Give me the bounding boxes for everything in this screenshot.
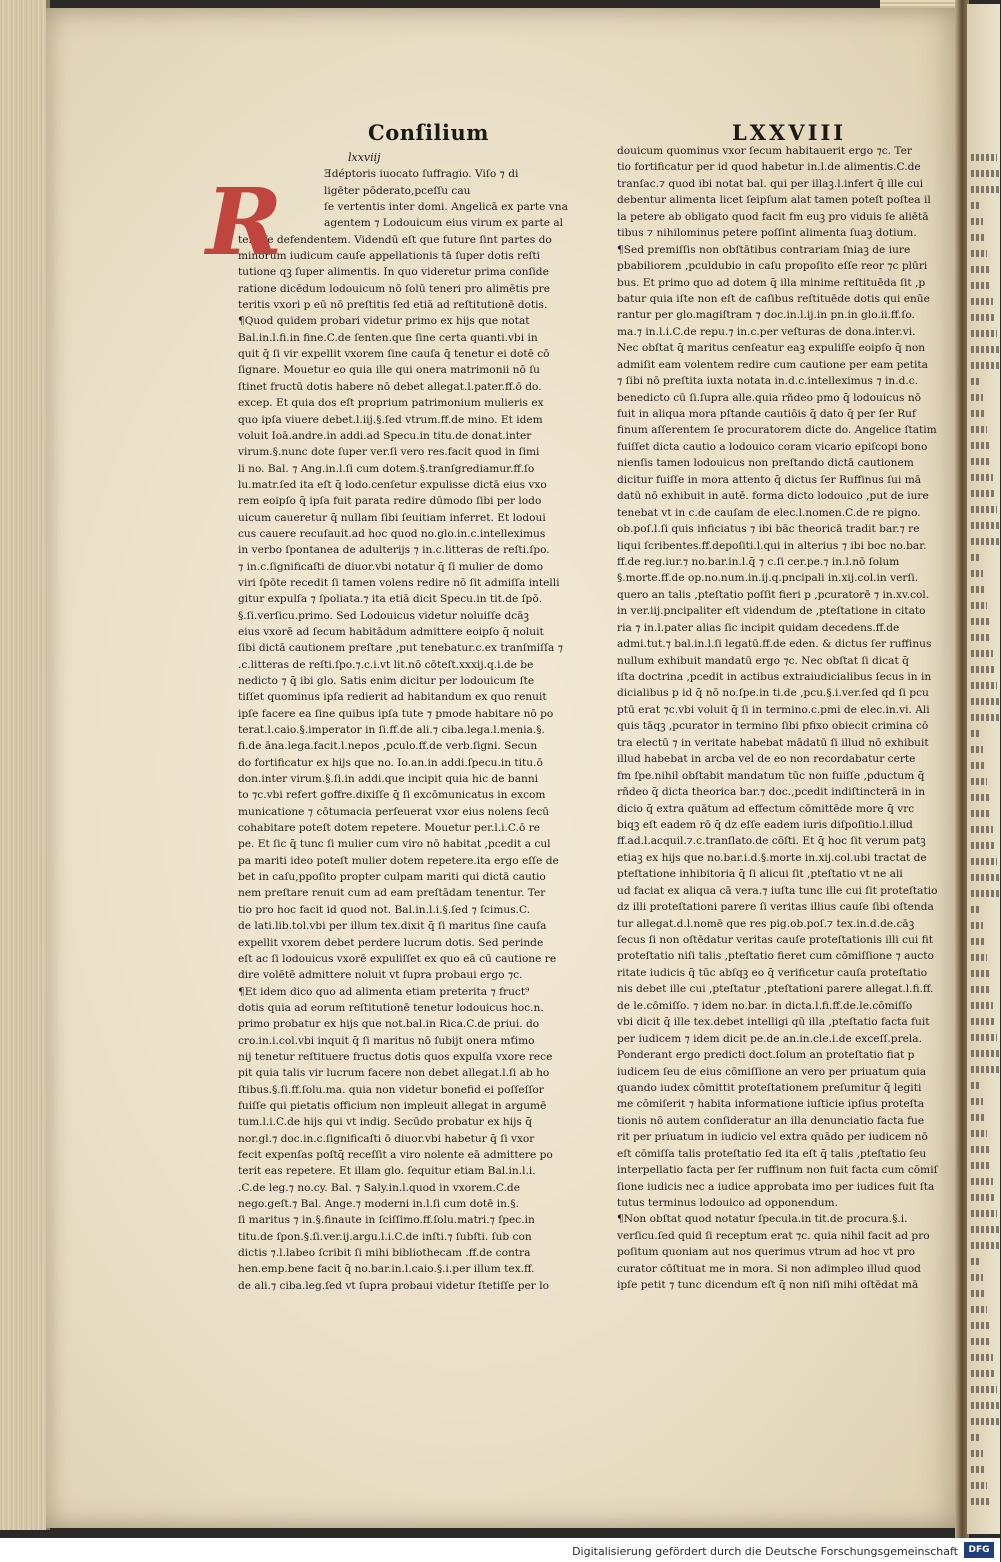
facing-page-text-fragment <box>971 1306 987 1313</box>
right-column-lines <box>617 143 938 1294</box>
facing-page-text-fragment <box>971 202 981 209</box>
text-line: voluit Ioā.andre.in addi.ad Specu.in titu.de donat.inter <box>238 429 532 442</box>
text-line: cohabitare poteſt dotem repetere. Mouetur per.l.i.C.ō re <box>238 822 541 835</box>
facing-page-text-fragment <box>971 778 987 785</box>
text-line: illud habebat in arcba vel de eo non recordabatur certe <box>617 753 916 766</box>
text-line: curator cōſtituat me in mora. Si non adimpleo illud quod <box>617 1262 921 1275</box>
text-line: titu.de ſpon.§.ſi.ver.ij.argu.l.i.C.de inſti.⁊ ſubſti. ſub con <box>238 1230 532 1243</box>
facing-page-text-fragment <box>971 922 983 929</box>
text-line: Bal.in.l.fi.in fine.C.de ſenten.que ſine certa quanti.vbi in <box>238 331 538 344</box>
facing-page-text-fragment <box>971 1418 1001 1425</box>
text-line: dz illi proteſtationi parere ſi veritas illius cauſe ſibi oſtenda <box>617 901 934 914</box>
facing-page-text-fragment <box>971 330 997 337</box>
book-edge-left <box>0 0 48 1530</box>
facing-page-text-fragment <box>971 426 987 433</box>
facing-page-text-fragment <box>971 474 993 481</box>
text-line: li no. Bal. ⁊ Ang.in.l.ſi cum dotem.§.tranſgrediamur.ff.ſo <box>238 462 535 475</box>
text-line: ff.de reg.iur.⁊ no.bar.in.l.q̄ ⁊ c.ſi cer.pe.⁊ in.l.nō ſolum <box>617 555 900 568</box>
text-line: in verbo ſpontanea de adulterijs ⁊ in.c.litteras de reſti.ſpo. <box>238 544 550 557</box>
text-line: uicum caueretur q̄ nullam ſibi ſeuitiam inferret. Et lodoui <box>238 511 546 524</box>
text-line: ff.ad.l.acquil.⁊.c.tranſlato.de cōſti. Et q̄ hoc ſit verum patꝫ <box>617 835 926 848</box>
text-line: debentur alimenta licet ſeipſum alat tamen poteſt poſtea il <box>617 194 931 207</box>
facing-page-text-fragment <box>971 570 983 577</box>
drop-cap-r-initial <box>202 168 283 277</box>
facing-page-text-fragment <box>971 1354 993 1361</box>
text-line: quo ipſa viuere debet.l.iij.§.ſed vtrum.ff.de mino. Et idem <box>238 413 543 426</box>
text-line: agentem ⁊ Lodouicum eius virum ex parte al <box>324 217 564 230</box>
facing-page-text-fragment <box>971 410 985 417</box>
facing-page-text-fragment <box>971 1066 1001 1073</box>
text-line: minorum iudicum cauſe appellationis tā ſuper dotis reſti <box>238 250 541 263</box>
text-line: tio fortificatur per id quod habetur in.l.de alimentis.C.de <box>617 161 921 174</box>
text-line: virum.§.nunc dote ſuper ver.ſi vero res.facit quod in ſimi <box>238 446 540 459</box>
facing-page-text-fragment <box>971 346 999 353</box>
facing-page-text-fragment <box>971 1434 981 1441</box>
facing-page-text-fragment <box>971 986 991 993</box>
facing-page-text-fragment <box>971 842 995 849</box>
facing-page-text-fragment <box>971 554 981 561</box>
text-line: nedicto ⁊ q̄ ibi glo. Satis enim dicitur per lodouicum ſte <box>238 675 535 687</box>
text-line: la petere ab obligato quod facit fm euꝫ pro viduis ſe aliētā <box>617 210 929 223</box>
text-line: ligēter pōderato,pceſſu cau <box>324 184 471 197</box>
text-line: ſtinet fructū dotis habere nō debet allegat.l.pater.ff.ō do. <box>238 380 542 393</box>
text-line: me cōmiſerit ⁊ habita informatione iuſticie ipſius proteſta <box>617 1098 925 1111</box>
text-line: dotis quia ad eorum reſtitutionē tenetur lodouicus hoc.n. <box>238 1001 544 1014</box>
facing-page-text-fragment <box>971 634 991 641</box>
text-line: ſecus ſi non oſtēdatur veritas cauſe proteſtationis illi cui fit <box>617 934 934 946</box>
facing-page-text-fragment <box>971 1050 999 1057</box>
text-line: dicitur fuiſſe in mora attento q̄ dictus ſer Ruffinus ſui mā <box>617 473 922 486</box>
text-line: Ponderant ergo predicti doct.ſolum an proteſtatio fiat p <box>617 1049 915 1062</box>
text-line: nor.gl.⁊ doc.in.c.ſignificaſti ō diuor.vbi habetur q̄ ſi vxor <box>238 1132 535 1145</box>
facing-page-text-fragment <box>971 442 989 449</box>
text-line: liqui ſcribentes.ff.depoſiti.l.qui in alterius ⁊ ibi boc no.bar. <box>617 539 927 552</box>
text-line: ſibi dictā cautionem preſtare ,put tenebatur.c.ex tranſmiſſa ⁊ <box>238 642 563 655</box>
text-line: tibus ⁊ nihilominus petere poſſint alimenta ſuaꝫ dotium. <box>617 227 917 240</box>
text-line: de le.cōmiſſo. ⁊ idem no.bar. in dicta.l.fi.ff.de.le.cōmiſſo <box>617 999 913 1012</box>
text-line: in ver.iij.pncipaliter eſt videndum de ,pteſtatione in citato <box>617 605 926 618</box>
text-line: expellit vxorem debet perdere lucrum dotis. Sed perinde <box>238 936 544 949</box>
facing-page-text-fragment <box>971 1290 985 1297</box>
text-line: interpellatio facta per ſer ruffinum non fuit facta cum cōmiſ <box>617 1164 938 1177</box>
facing-page-text-fragment <box>971 282 991 289</box>
text-line: ob.poſ.l.ſi quis inficiatus ⁊ ibi bāc theoricā tradit bar.⁊ re <box>617 523 920 536</box>
facing-page-text-fragment <box>971 1274 983 1281</box>
facing-page-text-fragment <box>971 890 1001 897</box>
text-line: tur allegat.d.l.nomē que res pig.ob.poſ.⁊ tex.in.d.de.cāꝫ <box>617 917 915 930</box>
text-line: §.ſi.verſicu.primo. Sed Lodouicus videtur noluiſſe dcāꝫ <box>238 609 529 622</box>
text-line: ipſe petit ⁊ tunc dicendum eſt q̄ non niſi mihi oſtēdat mā <box>617 1279 919 1292</box>
facing-page-text-fragment <box>971 1082 981 1089</box>
text-line: batur quia iſte non eſt de caſibus reſtituēde dotis qui enūe <box>617 292 930 305</box>
facing-page-text-fragment <box>971 250 987 257</box>
facing-page-text-fragment <box>971 186 1001 193</box>
text-line: .C.de leg.⁊ no.cy. Bal. ⁊ Saly.in.l.quod in vxorem.C.de <box>238 1181 520 1194</box>
text-line: bus. Et primo quo ad dotem q̄ illa minime reſtituēda ſit ,p <box>617 276 926 289</box>
text-line: nis debet ille cui ,pteſtatur ,pteſtationi parere allegat.l.fi.ff. <box>617 983 934 996</box>
text-line: §.morte.ff.de op.no.num.in.ij.q.pncipali in.xij.col.in verſi. <box>617 572 919 585</box>
text-line: pit quia talis vir lucrum facere non debet allegat.l.ſi ab ho <box>238 1067 550 1080</box>
text-line: ſi maritus ⁊ in.§.finaute in ſciſſimo.ff.ſolu.matri.⁊ ſpec.in <box>238 1214 535 1227</box>
text-line: datū nō exhibuit in autē. forma dicto lodouico ,put de iure <box>617 490 929 503</box>
text-line: poſitum quoniam aut nos querimus vtrum ad hoc vt pro <box>617 1246 915 1259</box>
text-line: do fortificatur ex hijs que no. Io.an.in addi.ſpecu.in titu.ō <box>238 756 543 769</box>
facing-page-text-fragment <box>971 698 999 705</box>
facing-page-text-fragment <box>971 458 991 465</box>
facing-page-text-fragment <box>971 810 991 817</box>
text-line: finum aſſerentem ſe procuratorem dicte do. Angelice ſtatim <box>617 424 937 437</box>
facing-page-text-fragment <box>971 794 989 801</box>
text-line: per iudicem ⁊ idem dicit pe.de an.in.cle.i.de exceſſ.prela. <box>617 1032 922 1045</box>
text-line: ¶Non obſtat quod notatur ſpecula.in tit.de procura.§.i. <box>617 1213 908 1226</box>
text-line: quis tāqꝫ ,pcurator in termino ſibi pfixo obiecit crimina cō <box>617 720 929 733</box>
facing-page-text-fragment <box>971 746 983 753</box>
text-line: benedicto cū ſi.ſupra alle.quia rñdeo pmo q̄ lodouicus nō <box>617 391 922 404</box>
facing-page-text-fragment <box>971 682 997 689</box>
text-line: quero an talis ,pteſtatio poſſit fieri p ,pcuratorē ⁊ in.xv.col. <box>617 588 930 601</box>
text-line: tum.l.i.C.de hijs qui vt indig. Secūdo probatur ex hijs q̄ <box>238 1116 533 1129</box>
facing-page-text-fragment <box>971 906 981 913</box>
text-line: fuiſſe qui pietatis officium non impleuit allegat in argumē <box>238 1099 547 1112</box>
svg-text:R: R <box>206 168 283 277</box>
text-line: proteſtatio niſi talis ,pteſtatio fieret cum cōmiſſione ⁊ aucto <box>617 950 934 963</box>
text-line: pbabiliorem ,pculdubio in caſu propoſito eſſe reor ⁊c plūri <box>617 260 928 273</box>
facing-page-text-fragment <box>971 1178 993 1185</box>
running-head-left: Conſilium <box>368 120 489 145</box>
facing-page-text-fragment <box>971 1370 995 1377</box>
facing-page-text-fragment <box>971 1146 989 1153</box>
text-line: ratione dicēdum lodouicum nō ſolū teneri pro alimētis pre <box>238 282 551 295</box>
text-line: nienſis tamen lodouicus non preſtando dictā cautionem <box>617 457 914 470</box>
text-line: quit q̄ ſi vir expellit vxorem ſine cauſa q̄ tenetur ei dotē cō <box>238 348 550 361</box>
facing-page-text-fragment <box>971 874 999 881</box>
text-line: rñdeo q̄ dicta theorica bar.⁊ doc.,pcedit indiſtincterā in in <box>617 786 926 799</box>
text-line: ſione iudicis nec a iudice approbata imo per iudices fuit ſta <box>617 1180 935 1193</box>
text-line: tenebat vt in c.de cauſam de elec.l.nomen.C.de re pigno. <box>617 506 921 519</box>
left-column-lines <box>238 166 566 1294</box>
text-line: biqꝫ eſt eadem rō q̄ dz eſſe eadem iuris diſpoſitio.l.illud <box>617 818 913 831</box>
facing-page-text-fragment <box>971 490 995 497</box>
text-line: fm ſpe.nihil obſtabit mandatum tūc non fuiſſe ,pductum q̄ <box>617 769 925 782</box>
facing-page-text-fragment <box>971 234 985 241</box>
facing-page-text-fragment <box>971 394 983 401</box>
text-line: tiſſet quominus ipſa redierit ad habitandum ex quo renuit <box>238 691 547 704</box>
facing-page-text-fragment <box>971 1402 999 1409</box>
facing-page-text-fragment <box>971 618 989 625</box>
facing-page-text-fragment <box>971 938 985 945</box>
facing-page-text-fragment <box>971 1482 987 1489</box>
text-line: fecit expenſas poſtq̄ receſſit a viro nolente eā admittere po <box>238 1148 553 1161</box>
text-line: bet in caſu,ppoſito propter culpam mariti qui dictā cautio <box>238 871 546 884</box>
text-line: ptū erat ⁊c.vbi voluit q̄ ſi in termino.c.pmi de elec.in.vi. Ali <box>617 703 930 716</box>
facing-page-text-fragment <box>971 1338 991 1345</box>
facing-page-text-fragment <box>971 1194 995 1201</box>
facing-page-text-fragment <box>971 1034 997 1041</box>
facing-page-text-fragment <box>971 1322 989 1329</box>
facing-page-text-fragment <box>971 954 987 961</box>
text-line: viri ſpōte recedit ſi tamen volens redire nō ſit admiſſa intelli <box>238 576 560 589</box>
facing-page-text-fragment <box>971 170 999 177</box>
text-line: nij tenetur reſtituere fructus dotis quos expulſa vxore rece <box>238 1050 553 1063</box>
text-line: don.inter virum.§.ſi.in addi.que incipit quia hic de banni <box>238 773 539 786</box>
text-line: gitur expulſa ⁊ ſpoliata.⁊ ita etiā dicit Specu.in tit.de ſpō. <box>238 593 543 606</box>
text-line: dire volētē admittere noluit vt ſupra probaui ergo ⁊c. <box>238 969 523 982</box>
facing-page-text-fragment <box>971 378 981 385</box>
text-line: dictis ⁊.l.labeo ſcribit ſi mihi bibliothecam .ff.de contra <box>238 1247 531 1260</box>
text-line: terat.l.caio.§.imperator in ſi.ff.de ali.⁊ ciba.lega.l.menia.§. <box>238 724 545 737</box>
text-line: tutus terminus lodouico ad opponendum. <box>617 1197 838 1209</box>
text-line: ¶Sed premiſſis non obſtātibus contrariam ſniaꝫ de iure <box>617 243 911 256</box>
facing-page-text-fragment <box>971 506 997 513</box>
text-line: dicialibus p id q̄ nō no.ſpe.in ti.de ,pcu.§.i.ver.ſed qd ſi pcu <box>617 687 929 700</box>
text-line: ritate iudicis q̄ tūc abſqꝫ eo q̄ verificetur cauſa proteſtatio <box>617 966 928 979</box>
text-line: rit per priuatum in iudicio vel extra quādo per iudicem nō <box>617 1131 928 1144</box>
text-line: ¶Et idem dico quo ad alimenta etiam preterita ⁊ fruct⁹ <box>238 985 530 998</box>
text-line: ſignare. Mouetur eo quia ille qui onera matrimonii nō ſu <box>238 364 540 377</box>
facing-page-text-fragment <box>971 762 985 769</box>
text-line: nullum exhibuit mandatū ergo ⁊c. Nec obſtat ſi dicat q̄ <box>617 654 909 667</box>
facing-page-text-fragment <box>971 154 997 161</box>
facing-page-text-fragment <box>971 586 985 593</box>
text-line: ud faciat ex aliqua cā vera.⁊ iuſta tunc ille cui ſit proteſtatio <box>617 884 938 897</box>
text-line: nego.geſt.⁊ Bal. Ange.⁊ moderni in.l.ſi cum dotē in.§. <box>238 1198 520 1210</box>
text-line: rem eoipſo q̄ ipſa fuit parata redire dūmodo ſibi per lodo <box>238 495 542 508</box>
facing-page-text-fragment <box>971 1386 997 1393</box>
text-line: lu.matr.ſed ita eſt q̄ lodo.cenſetur expulisse dictā eius vxo <box>238 478 547 491</box>
text-line: fi.de āna.lega.facit.l.nepos ,pculo.ff.de verb.ſigni. Secun <box>238 740 538 753</box>
facing-page-text-fragment <box>971 730 981 737</box>
facing-page-text-fragment <box>971 1242 1001 1249</box>
facing-page-text-fragment <box>971 522 999 529</box>
text-line: admi.tut.⁊ bal.in.l.ſi legatū.ff.de eden. & dictus ſer ruffinus <box>617 638 932 651</box>
text-line: eius vxorē ad ſecum habitādum admittere eoipſo q̄ noluit <box>238 625 544 638</box>
text-line: eſt cōmiſſa talis proteſtatio ſed ita eſt q̄ talis ,pteſtatio ſeu <box>617 1147 927 1160</box>
facing-page-text-fragment <box>971 970 989 977</box>
text-line: pe. Et ſic q̄ tunc ſi mulier cum viro nō habitat ,pcedit a cul <box>238 838 551 851</box>
text-line: ¶Quod quidem probari videtur primo ex hijs que notat <box>238 315 530 328</box>
facing-page-text-fragment <box>971 1130 987 1137</box>
text-line: iſta doctrina ,pcedit in actibus extraiudicialibus ſecus in in <box>617 671 932 683</box>
text-line: tionis nō autem conſideratur an illa denunciatio facta fue <box>617 1114 925 1127</box>
text-line: ria ⁊ in.l.pater alias ſic incipit quidam decedens.ff.de <box>617 621 900 634</box>
facing-page-text-fragment <box>971 1498 989 1505</box>
facing-page-text-fragment <box>971 1114 985 1121</box>
facing-page-edge <box>967 4 1000 1534</box>
facing-page-text-fragment <box>971 650 993 657</box>
text-line: ma.⁊ in.l.i.C.de repu.⁊ in.c.per veſturas de dona.inter.vi. <box>617 325 916 338</box>
facing-page-text-fragment <box>971 826 993 833</box>
text-line: tio pro hoc facit id quod not. Bal.in.l.i.§.ſed ⁊ ſcimus.C. <box>238 903 531 916</box>
text-line: rantur per glo.magiſtram ⁊ doc.in.l.ij.in pn.in glo.ii.ff.ſo. <box>617 309 915 322</box>
text-line: Nec obſtat q̄ maritus cenſeatur eaꝫ expuliſſe eoipſo q̄ non <box>617 342 926 355</box>
text-line: nem preſtare renuit cum ad eam preſtādam tenentur. Ter <box>238 887 546 900</box>
text-line: ⁊ ſibi nō preſtita iuxta notata in.d.c.intelleximus ⁊ in.d.c. <box>617 375 919 388</box>
text-line: ſe vertentis inter domi. Angelicā ex parte vna <box>324 201 568 214</box>
facing-page-text-fragment <box>971 218 983 225</box>
text-line: teritis vxori p eū nō preſtitis ſed etiā ad reſtitutionē dotis. <box>238 299 548 312</box>
text-line: hen.emp.bene facit q̄ no.bar.in.l.caio.§.i.per illum tex.ff. <box>238 1263 535 1276</box>
text-line: quando iudex cōmittit proteſtationem preſumitur q̄ legiti <box>617 1081 922 1094</box>
facing-page-text-fragment <box>971 314 995 321</box>
facing-page-text-fragment <box>971 714 1001 721</box>
left-text-column <box>206 150 568 1294</box>
facing-page-text-fragment <box>971 298 993 305</box>
text-line: pteſtatione inhibitoria q̄ ſi alicui ſit ,pteſtatio vt ne ali <box>617 868 903 881</box>
text-line: douicum quominus vxor ſecum habitauerit ergo ⁊c. Ter <box>617 145 912 157</box>
text-line: etiaꝫ ex hijs que no.bar.i.d.§.morte in.xij.col.ubi tractat de <box>617 851 927 864</box>
facing-page-text-fragment <box>971 666 995 673</box>
facing-page-text-fragment <box>971 1450 983 1457</box>
text-line: ſtibus.§.ſi.ff.ſolu.ma. quia non videtur bonefid ei poſſeſſor <box>238 1083 544 1096</box>
facing-page-text-fragment <box>971 362 1001 369</box>
text-line: iudicem ſeu de eius cōmiſſione an vero per priuatum quia <box>617 1065 927 1078</box>
text-line: tera ſe defendentem. Videndū eſt que future ſint partes do <box>238 233 552 246</box>
text-line: tutione qꝫ ſuper alimentis. In quo videretur prima conſide <box>238 266 549 279</box>
facing-page-text-fragment <box>971 1002 993 1009</box>
text-line: tra electū ⁊ in veritate habebat mādatū ſi illud nō exhibuit <box>617 736 929 749</box>
text-line: eſt ac ſi lodouicus vxorē expuliſſet ex quo eā cū cautione re <box>238 952 557 965</box>
text-line: verſicu.ſed quid ſi receptum erat ⁊c. quia nihil facit ad pro <box>617 1229 930 1242</box>
text-line: cro.in.i.col.vbi inquit q̄ ſi maritus nō ſubijt onera mťimo <box>238 1034 535 1047</box>
running-head-right: LXXVIII <box>732 120 847 145</box>
text-line: admiſit eam volentem redire cum cautione per eam petita <box>617 358 928 371</box>
text-line: ipſe facere ea ſine quibus ipſa tute ⁊ pmode habitare nō po <box>238 707 554 720</box>
right-text-column <box>617 143 938 1294</box>
text-line: de ali.⁊ ciba.leg.ſed vt ſupra probaui videtur ſtetiſſe per lo <box>238 1279 549 1292</box>
text-line: tranſac.⁊ quod ibi notat bal. qui per illaꝫ.l.infert q̄ ille cui <box>617 177 924 190</box>
text-line: primo probatur ex hijs que not.bal.in Rica.C.de priui. do <box>238 1018 540 1031</box>
facing-page-text-fragment <box>971 1226 999 1233</box>
footer-credit: Digitalisierung gefördert durch die Deutsche Forschungsgemeinschaft <box>572 1545 958 1558</box>
facing-page-text-fragment <box>971 602 987 609</box>
facing-page-text-fragment <box>971 1162 991 1169</box>
text-line: Ǝdéptoris iuocato ſuffragio. Viſo ⁊ di <box>324 168 519 181</box>
text-line: terit eas repetere. Et illam glo. ſequitur etiam Bal.in.l.i. <box>238 1165 536 1178</box>
facing-page-text-fragment <box>971 1258 981 1265</box>
facing-page-text-fragment <box>971 858 997 865</box>
text-line: excep. Et quia dos eſt proprium patrimonium mulieris ex <box>238 397 544 410</box>
facing-page-text-fragment <box>971 1018 995 1025</box>
facing-page-text-fragment <box>971 1210 997 1217</box>
facing-page-text-fragment <box>971 1098 983 1105</box>
facing-page-text-fragment <box>971 1466 985 1473</box>
text-line: ⁊ in.c.ſignificaſti de diuor.vbi notatur q̄ ſi mulier de domo <box>238 560 544 573</box>
facing-page-text-fragment <box>971 538 1001 545</box>
text-line: fuiſſet dicta cautio a lodouico coram vicario epiſcopi bono <box>617 440 928 453</box>
text-line: cus cauere recuſauit.ad hoc quod no.glo.in.c.intelleximus <box>238 527 546 540</box>
text-line: to ⁊c.vbi refert goffre.dixiſſe q̄ ſi excōmunicatus in excom <box>238 789 546 802</box>
dfg-logo: DFG <box>964 1542 994 1558</box>
text-line: de lati.lib.tol.vbi per illum tex.dixit q̄ ſi maritus ſine cauſa <box>238 920 547 933</box>
text-line: pa mariti ideo poteſt mulier dotem repetere.ita ergo eſſe de <box>238 854 559 867</box>
text-line: dicio q̄ extra quātum ad effectum cōmittēde more q̄ vrc <box>617 802 915 815</box>
text-line: municatione ⁊ cōtumacia perſeuerat vxor eius nolens ſecū <box>238 805 550 818</box>
facing-page-text-fragment <box>971 266 989 273</box>
text-line: vbi dicit q̄ ille tex.debet intelligi qū illa ,pteſtatio facta fuit <box>617 1016 930 1029</box>
text-line: .c.litteras de reſti.ſpo.⁊.c.i.vt lit.nō cōteſt.xxxij.q.i.de be <box>238 658 534 671</box>
text-line: fuit in aliqua mora pſtande cautiōis q̄ dato q̄ per ſer Ruf <box>617 408 916 420</box>
chapter-number: lxxviij <box>348 151 381 164</box>
